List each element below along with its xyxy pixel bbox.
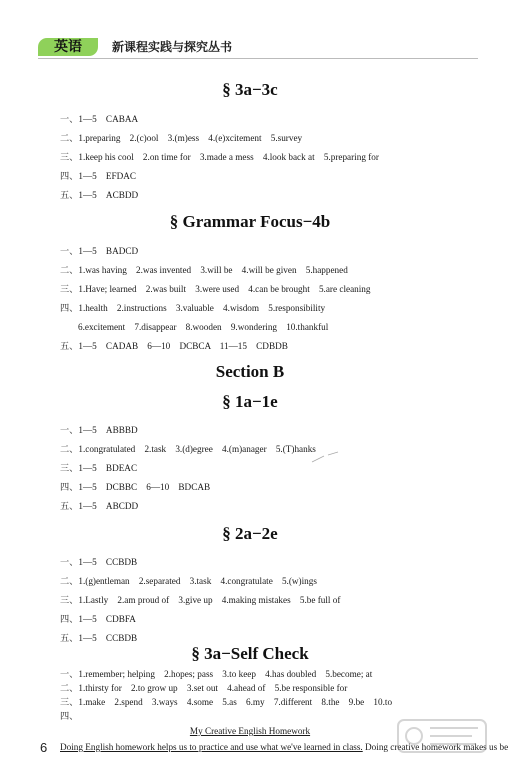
answer-line: 五、1—5 ABCDD — [60, 501, 139, 511]
answer-line: 一、1.remember; helping 2.hopes; pass 3.to keep 4.has doubled 5.become; at — [60, 669, 373, 679]
essay-title: My Creative English Homework — [189, 726, 311, 736]
answer-line: 二、1.congratulated 2.task 3.(d)egree 4.(m)anager 5.(T)hanks — [60, 444, 316, 454]
watermark-logo-icon — [394, 716, 490, 756]
section-heading-b: Section B — [215, 362, 285, 381]
section-title-1a-1e: § 1a−1e — [222, 392, 278, 411]
answer-line: 四、 — [60, 711, 79, 721]
answer-line: 五、1—5 ACBDD — [60, 190, 139, 200]
pen-mark-icon — [310, 450, 340, 466]
page-header — [0, 0, 500, 60]
subject-tab: 英语 — [38, 38, 98, 56]
answer-line: 四、1—5 DCBBC 6—10 BDCAB — [60, 482, 211, 492]
answer-line: 二、1.preparing 2.(c)ool 3.(m)ess 4.(e)xcitement 5.survey — [60, 133, 303, 143]
answer-line: 四、1.health 2.instructions 3.valuable 4.wisdom 5.responsibility — [60, 303, 326, 313]
answer-line: 一、1—5 CABAA — [60, 114, 139, 124]
answer-line: 三、1.Lastly 2.am proud of 3.give up 4.making mistakes 5.be full of — [60, 595, 341, 605]
page-number: 6 — [40, 740, 48, 755]
section-title-grammar-focus: § Grammar Focus−4b — [169, 212, 331, 231]
section-title-3a-3c: § 3a−3c — [222, 80, 278, 99]
section-title-2a-2e: § 2a−2e — [222, 524, 278, 543]
answer-line: 四、1—5 CDBFA — [60, 614, 136, 624]
answer-line: 一、1—5 ABBBD — [60, 425, 138, 435]
answer-line: 二、1.was having 2.was invented 3.will be 4.will be given 5.happened — [60, 265, 348, 275]
answer-line: 三、1.Have; learned 2.was built 3.were used 4.can be brought 5.are cleaning — [60, 284, 371, 294]
answer-line: 二、1.(g)entleman 2.separated 3.task 4.congratulate 5.(w)ings — [60, 576, 317, 586]
answer-line: 二、1.thirsty for 2.to grow up 3.set out 4.ahead of 5.be responsible for — [60, 683, 348, 693]
answer-line: 三、1.keep his cool 2.on time for 3.made a mess 4.look back at 5.preparing for — [60, 152, 379, 162]
essay-body-rest: Doing creative homework makes us be — [362, 742, 508, 752]
series-title: 新课程实践与探究丛书 — [112, 40, 233, 54]
answer-line: 四、1—5 EFDAC — [60, 171, 137, 181]
answer-line: 三、1—5 BDEAC — [60, 463, 138, 473]
answer-line: 五、1—5 CCBDB — [60, 633, 138, 643]
answer-line: 一、1—5 CCBDB — [60, 557, 138, 567]
answer-line: 6.excitement 7.disappear 8.wooden 9.wondering 10.thankful — [78, 322, 329, 332]
essay-body-underlined: Doing English homework helps us to practice and use what we've learned in class. — [60, 742, 363, 752]
section-title-self-check: § 3a−Self Check — [191, 644, 309, 663]
header-divider — [38, 58, 478, 59]
answer-line: 五、1—5 CADAB 6—10 DCBCA 11—15 CDBDB — [60, 341, 288, 351]
answer-line: 三、1.make 2.spend 3.ways 4.some 5.as 6.my 7.different 8.the 9.be 10.to — [60, 697, 393, 707]
answer-line: 一、1—5 BADCD — [60, 246, 139, 256]
